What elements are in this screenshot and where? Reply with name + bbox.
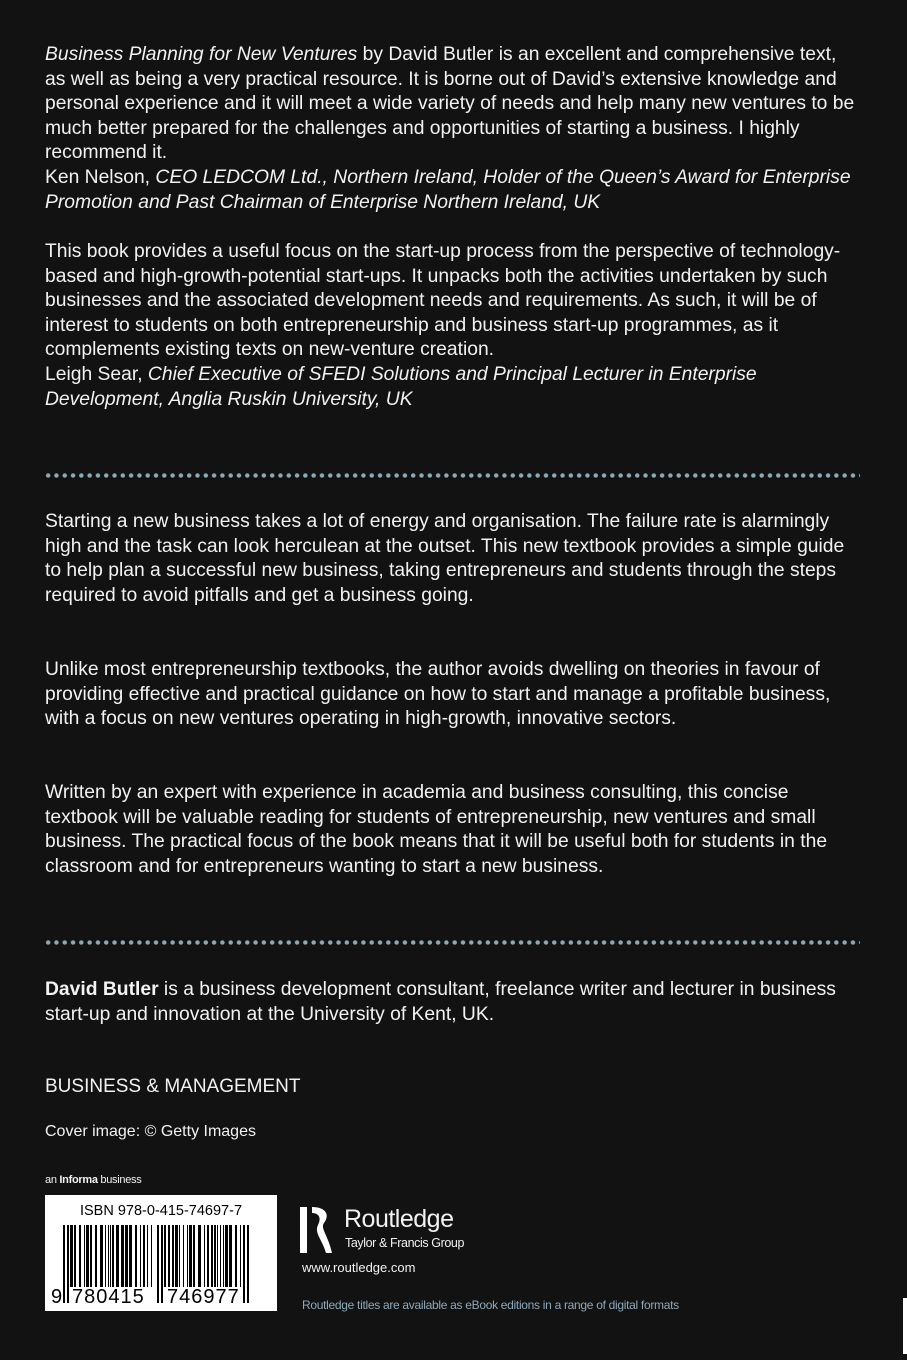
barcode-bar xyxy=(240,1225,241,1287)
endorsement-quote: This book provides a useful focus on the start-up process from the perspective of technology-based and high-growth-potential start-ups. It unpacks both the activities undertaken by such businesses and the associated development needs and requirements. As such, it will be of interest to students on both entrepreneurship and business start-up programmes, as it complements existing texts on new-venture creation. xyxy=(45,241,841,361)
isbn-barcode xyxy=(45,1195,277,1311)
barcode-bar xyxy=(204,1225,205,1287)
barcode-bar xyxy=(140,1225,141,1287)
barcode-bar xyxy=(108,1225,109,1287)
publisher-group: Taylor & Francis Group xyxy=(345,1236,465,1250)
barcode-bar xyxy=(90,1225,92,1287)
ebook-note: Routledge titles are available as eBook editions in a range of digital formats xyxy=(302,1298,679,1312)
barcode-bar xyxy=(193,1225,195,1287)
dotted-divider xyxy=(44,473,860,478)
author-name: David Butler xyxy=(45,979,159,1000)
category: BUSINESS & MANAGEMENT xyxy=(45,1076,301,1097)
informa-line xyxy=(45,1174,141,1186)
barcode-bar xyxy=(151,1225,152,1287)
barcode-bar xyxy=(143,1225,145,1287)
barcode-bar xyxy=(67,1225,69,1303)
endorser-role: Chief Executive of SFEDI Solutions and Principal Lecturer in Enterprise Development, Anglia Ruskin University, UK xyxy=(45,363,757,410)
routledge-logo-icon xyxy=(300,1205,338,1257)
barcode-bar xyxy=(135,1225,137,1287)
barcode-bar xyxy=(129,1225,132,1287)
barcode-bar xyxy=(179,1225,180,1287)
barcode-bar xyxy=(157,1225,159,1303)
informa-suffix: business xyxy=(97,1174,142,1186)
barcode-bar xyxy=(189,1225,192,1287)
barcode-bar xyxy=(74,1225,76,1287)
barcode-bar xyxy=(247,1225,249,1303)
cover-credit: Cover image: © Getty Images xyxy=(45,1123,256,1140)
barcode-bar xyxy=(116,1225,119,1287)
endorsement-quote: by David Butler is an excellent and comprehensive text, as well as being a very practical resource. It is borne out of David’s extensive knowledge and personal experience and it will meet a wide variety of needs and help many new ventures to be much better prepared for the challenges and opportunities of starting a business. I highly recommend it. xyxy=(45,44,855,164)
informa-brand: Informa xyxy=(59,1174,98,1186)
barcode-bar xyxy=(95,1225,97,1287)
barcode-bar xyxy=(220,1225,221,1287)
barcode-bar xyxy=(70,1225,73,1287)
endorser-name: Leigh Sear, xyxy=(45,363,148,385)
barcode-bar xyxy=(161,1225,163,1303)
barcode-bar xyxy=(187,1225,188,1287)
barcode-bar xyxy=(63,1225,65,1303)
barcode-bar xyxy=(79,1225,81,1287)
barcode-digit-first: 9 xyxy=(51,1286,63,1308)
publisher-url[interactable]: www.routledge.com xyxy=(302,1260,416,1275)
barcode-bar xyxy=(121,1225,124,1287)
barcode-bar xyxy=(229,1225,232,1287)
isbn-label: ISBN 978-0-415-74697-7 xyxy=(79,1203,243,1219)
barcode-bar xyxy=(110,1225,111,1287)
barcode-bar xyxy=(84,1225,85,1287)
barcode-bar xyxy=(164,1225,166,1287)
endorsement-1 xyxy=(45,43,855,215)
barcode-bar xyxy=(223,1225,224,1287)
informa-prefix: an xyxy=(45,1174,60,1186)
endorsement-2 xyxy=(45,240,855,412)
barcode-bar xyxy=(168,1225,170,1287)
book-title: Business Planning for New Ventures xyxy=(45,44,358,65)
barcode-bar xyxy=(207,1225,209,1287)
barcode-bar xyxy=(112,1225,114,1287)
barcode-bar xyxy=(172,1225,174,1287)
dotted-divider xyxy=(44,940,860,945)
spine-edge xyxy=(903,1298,907,1354)
barcode-bar xyxy=(235,1225,237,1287)
description-paragraph: Starting a new business takes a lot of energy and organisation. The failure rate is alarmingly high and the task can look herculean at the outset. This new textbook provides a simple guide to help plan a successful new business, taking entrepreneurs and students through the steps required to avoid pitfalls and get a business going. xyxy=(45,511,845,606)
barcode-bar xyxy=(100,1225,103,1287)
barcode-bar xyxy=(214,1225,216,1287)
barcode-bar xyxy=(243,1225,245,1303)
author-bio xyxy=(45,978,855,1027)
publisher-name: Routledge xyxy=(344,1205,454,1233)
barcode-digits-right: 746977 xyxy=(167,1286,240,1308)
barcode-bar xyxy=(105,1225,106,1287)
endorser-role: CEO LEDCOM Ltd., Northern Ireland, Holder of the Queen’s Award for Enterprise Promotion and Past Chairman of Enterprise Northern Ireland, UK xyxy=(45,166,851,213)
barcode-bar xyxy=(147,1225,148,1287)
barcode-digits-left: 780415 xyxy=(72,1286,145,1308)
description-paragraph: Written by an expert with experience in academia and business consulting, this concise textbook will be valuable reading for students of entrepreneurship, new ventures and small business. The practical focus of the book means that it will be useful both for students in the classroom and for entrepreneurs wanting to start a new business. xyxy=(45,782,828,877)
barcode-bar xyxy=(211,1225,213,1287)
barcode-bar xyxy=(183,1225,184,1287)
barcode-bar xyxy=(198,1225,201,1287)
description-paragraph: Unlike most entrepreneurship textbooks, the author avoids dwelling on theories in favour of providing effective and practical guidance on how to start and manage a profitable business, with a focus on new ventures operating in high-growth, innovative sectors. xyxy=(45,659,831,730)
barcode-bar xyxy=(175,1225,178,1287)
barcode-bar xyxy=(125,1225,128,1287)
barcode-bar xyxy=(225,1225,228,1287)
barcode-bar xyxy=(217,1225,218,1287)
endorser-name: Ken Nelson, xyxy=(45,166,156,188)
barcode-bar xyxy=(86,1225,89,1287)
author-bio-text: is a business development consultant, freelance writer and lecturer in business start-up and innovation at the University of Kent, UK. xyxy=(45,979,836,1025)
